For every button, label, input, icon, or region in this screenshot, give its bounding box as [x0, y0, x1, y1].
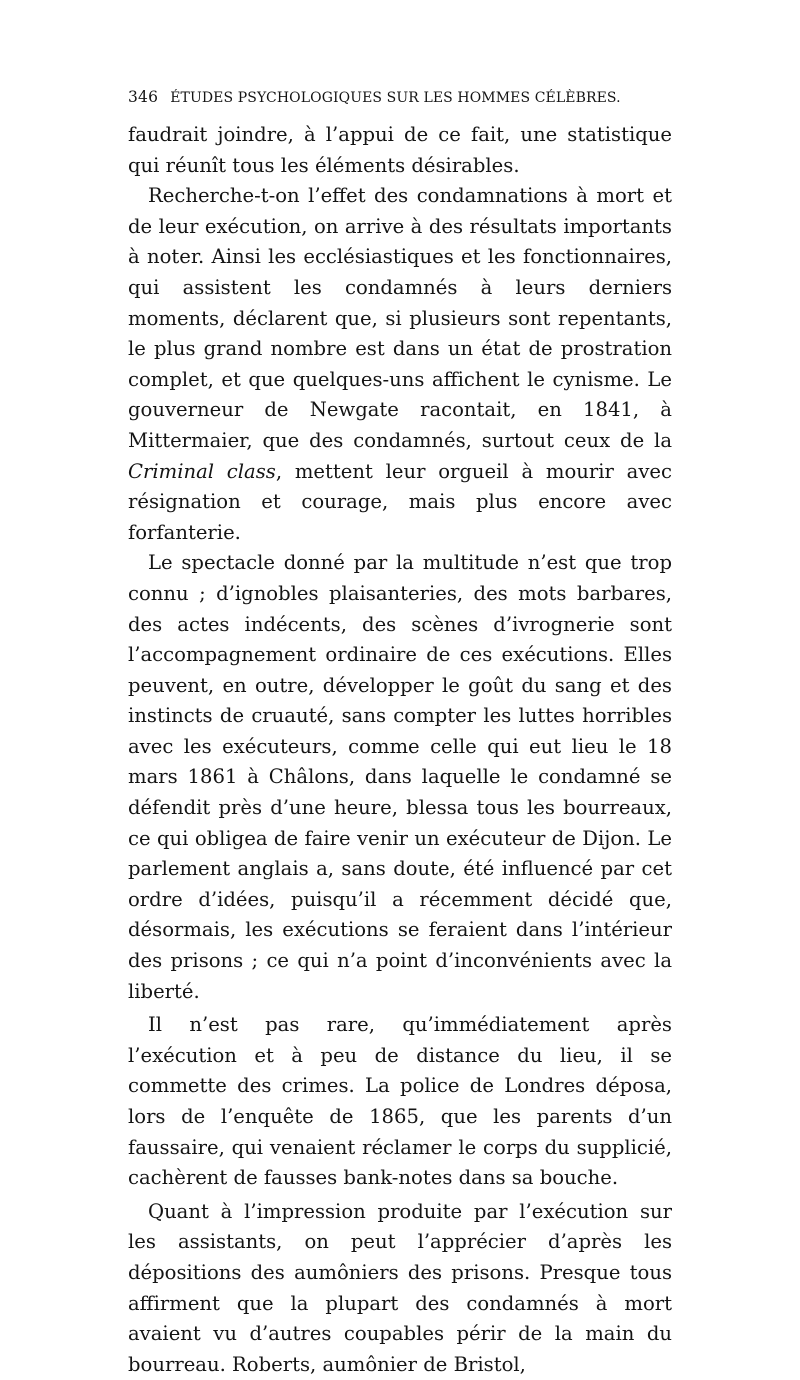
running-head-title: ÉTUDES PSYCHOLOGIQUES SUR LES HOMMES CÉLÈBRES.	[170, 90, 621, 106]
paragraph-text-after: , mettent leur orgueil à mourir avec résignation et courage, mais plus encore avec forfanterie.	[128, 459, 672, 544]
italic-term: Criminal class	[128, 459, 276, 483]
paragraph-crimes: Il n’est pas rare, qu’immédiatement après l’exécution et à peu de distance du lieu, il se commette des crimes. La police de Londres déposa, lors de l’enquête de 1865, que les parents d’un faussaire, qui venaient réclamer le corps du supplicié, cachèrent de fausses bank-notes dans sa bouche.	[128, 1013, 672, 1190]
paragraph-condamnations	[128, 181, 672, 548]
running-head	[128, 88, 672, 118]
paragraph-spectacle: Le spectacle donné par la multitude n’est que trop connu ; d’ignobles plaisanteries, des mots barbares, des actes indécents, des scènes d’ivrognerie sont l’accompagnement ordinaire de ces exécutions. Elles peuvent, en outre, développer le goût du sang et des instincts de cruauté, sans compter les luttes horribles avec les exécuteurs, comme celle qui eut lieu le 18 mars 1861 à Châlons, dans laquelle le condamné se défendit près d’une heure, blessa tous les bourreaux, ce qui obligea de faire venir un exécuteur de Dijon. Le parlement anglais a, sans doute, été influencé par cet ordre d’idées, puisqu’il a récemment décidé que, désormais, les exécutions se feraient dans l’intérieur des prisons ; ce qui n’a point d’inconvénients avec la liberté.	[128, 551, 672, 1003]
paragraph-impression: Quant à l’impression produite par l’exécution sur les assistants, on peut l’apprécier d’après les dépositions des aumôniers des prisons. Presque tous affirment que la plupart des condamnés à mort avaient vu d’autres coupables périr de la main du bourreau. Roberts, aumônier de Bristol,	[128, 1199, 672, 1376]
paragraph-text: Recherche-t-on l’effet des condamnations à mort et de leur exécution, on arrive à des résultats importants à noter. Ainsi les ecclésiastiques et les fonctionnaires, qui assistent les condamnés à leurs derniers moments, déclarent que, si plusieurs sont repentants, le plus grand nombre est dans un état de prostration complet, et que quelques-uns affichent le cynisme. Le gouverneur de Newgate racontait, en 1841, à Mittermaier, que des condamnés, surtout ceux de la	[128, 184, 672, 452]
paragraph-continuation: faudrait joindre, à l’appui de ce fait, une statistique qui réunît tous les éléments désirables.	[128, 123, 672, 177]
book-page	[128, 88, 672, 1380]
body-text	[128, 120, 672, 1380]
page-number: 346	[128, 88, 159, 106]
